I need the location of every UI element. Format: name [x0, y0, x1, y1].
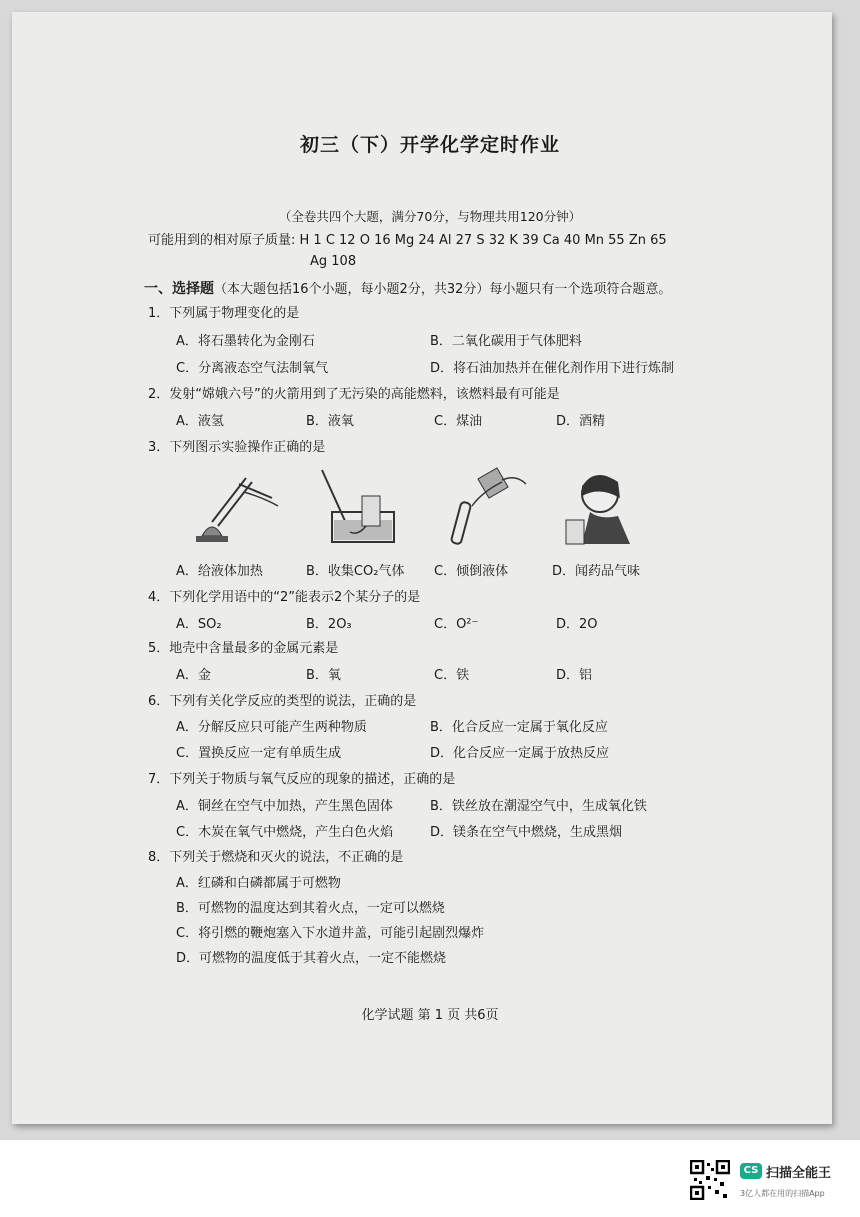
- q1-option-a: A．将石墨转化为金刚石: [176, 334, 315, 349]
- pouring-liquid-figure: [432, 466, 532, 550]
- q2-option-d: D．酒精: [556, 414, 606, 429]
- atomic-masses-cont: Ag 108: [310, 254, 357, 269]
- exam-subtitle: （全卷共四个大题，满分70分，与物理共用120分钟）: [278, 209, 582, 224]
- question-6: 6．下列有关化学反应的类型的说法，正确的是: [148, 694, 417, 709]
- exam-title: 初三（下）开学化学定时作业: [299, 134, 560, 156]
- q5-option-d: D．铝: [556, 668, 593, 683]
- q8-option-a: A．红磷和白磷都属于可燃物: [176, 876, 341, 891]
- section-header: [144, 278, 671, 298]
- experiment-figures: [170, 466, 650, 556]
- qr-code-icon: [690, 1160, 730, 1200]
- q5-option-c: C．铁: [434, 668, 470, 683]
- collect-co2-figure: [310, 466, 410, 550]
- atomic-masses: 可能用到的相对原子质量: H 1 C 12 O 16 Mg 24 Al 27 S 32 K 39 Ca 40 Mn 55 Zn 65: [148, 233, 667, 248]
- camscanner-name: 扫描全能王: [766, 1166, 832, 1181]
- q5-option-b: B．氧: [306, 668, 341, 683]
- q8-option-c: C．将引燃的鞭炮塞入下水道井盖，可能引起剧烈爆炸: [176, 926, 485, 941]
- q2-option-c: C．煤油: [434, 414, 483, 429]
- q2-option-a: A．液氢: [176, 414, 224, 429]
- q3-option-a: A．给液体加热: [176, 564, 263, 579]
- q6-option-c: C．置换反应一定有单质生成: [176, 746, 342, 761]
- smelling-chemical-figure: [560, 466, 650, 550]
- q6-option-b: B．化合反应一定属于氧化反应: [430, 720, 608, 735]
- q6-option-a: A．分解反应只可能产生两种物质: [176, 720, 367, 735]
- q1-option-c: C．分离液态空气法制氧气: [176, 361, 329, 376]
- q5-option-a: A．金: [176, 668, 211, 683]
- q2-option-b: B．液氧: [306, 414, 354, 429]
- q8-option-b: B．可燃物的温度达到其着火点，一定可以燃烧: [176, 901, 445, 916]
- question-3: 3．下列图示实验操作正确的是: [148, 440, 326, 455]
- q1-option-b: B．二氧化碳用于气体肥料: [430, 334, 582, 349]
- q7-option-b: B．铁丝放在潮湿空气中，生成氧化铁: [430, 799, 647, 814]
- question-2: 2．发射“嫦娥六号”的火箭用到了无污染的高能燃料，该燃料最有可能是: [148, 387, 560, 402]
- q6-option-d: D．化合反应一定属于放热反应: [430, 746, 610, 761]
- q4-option-b: B．2O₃: [306, 617, 352, 632]
- q1-option-d: D．将石油加热并在催化剂作用下进行炼制: [430, 361, 675, 376]
- q7-option-a: A．铜丝在空气中加热，产生黑色固体: [176, 799, 393, 814]
- q4-option-c: C．O²⁻: [434, 617, 479, 632]
- q3-option-b: B．收集CO₂气体: [306, 564, 405, 579]
- question-4: 4．下列化学用语中的“2”能表示2个某分子的是: [148, 590, 421, 605]
- question-5: 5．地壳中含量最多的金属元素是: [148, 641, 339, 656]
- section-title: 一、选择题: [144, 281, 214, 297]
- section-desc: （本大题包括16个小题，每小题2分，共32分）每小题只有一个选项符合题意。: [214, 282, 672, 297]
- q3-option-d: D．闻药品气味: [552, 564, 641, 579]
- q8-option-d: D．可燃物的温度低于其着火点，一定不能燃烧: [176, 951, 447, 966]
- camscanner-tagline: 3亿人都在用的扫描App: [740, 1189, 825, 1198]
- page-footer: 化学试题 第 1 页 共6页: [361, 1008, 499, 1023]
- question-7: 7．下列关于物质与氧气反应的现象的描述，正确的是: [148, 772, 456, 787]
- q7-option-d: D．镁条在空气中燃烧，生成黑烟: [430, 825, 623, 840]
- heating-liquid-figure: [184, 466, 284, 550]
- q3-option-c: C．倾倒液体: [434, 564, 509, 579]
- question-1: 1．下列属于物理变化的是: [148, 306, 300, 321]
- q7-option-c: C．木炭在氧气中燃烧，产生白色火焰: [176, 825, 394, 840]
- camscanner-logo: CS: [740, 1163, 762, 1179]
- question-8: 8．下列关于燃烧和灭火的说法，不正确的是: [148, 850, 404, 865]
- q4-option-d: D．2O: [556, 617, 598, 632]
- q4-option-a: A．SO₂: [176, 617, 222, 632]
